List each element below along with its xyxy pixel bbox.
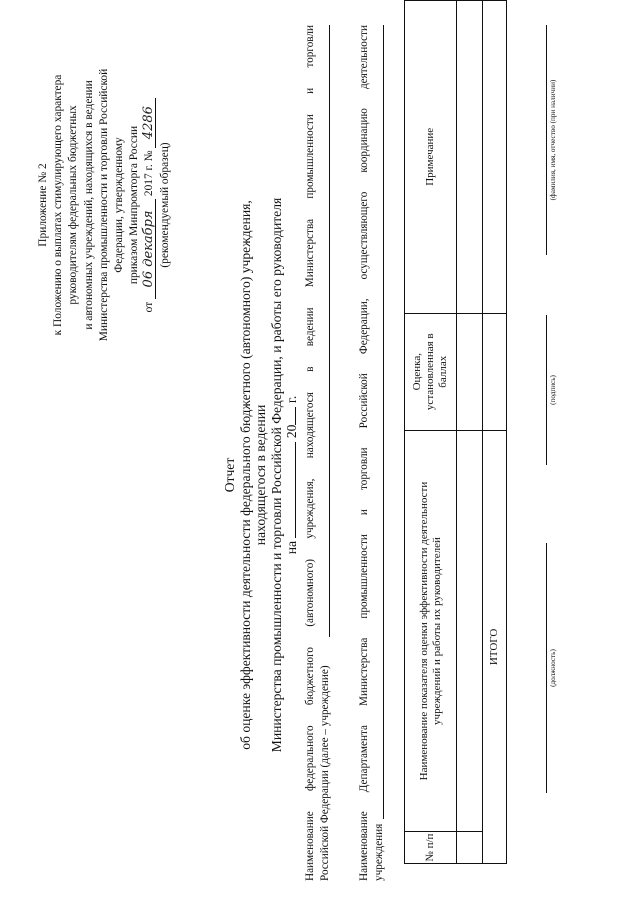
col-header-number: № п/п: [405, 832, 457, 864]
appendix-text: приказом Минпромторга России: [128, 125, 141, 285]
col-header-indicator: Наименование показателя оценки эффективности деятельности учреждений и работы их руководителей: [405, 430, 457, 831]
institution-name-label: Наименование федерального бюджетного (автономного) учреждения, находящегося в ведении Министерства промышленности и торговли: [304, 25, 316, 881]
report-subtitle: Министерства промышленности и торговли Российской Федерации, и работы его руководителя: [268, 197, 284, 753]
institution-name-blank[interactable]: [329, 25, 330, 637]
evaluation-table: [404, 0, 507, 864]
table-total-row: [483, 1, 507, 864]
appendix-text: к Положению о выплатах стимулирующего характера: [52, 74, 65, 336]
appendix-title: Приложение № 2: [37, 163, 49, 247]
table-cell[interactable]: [457, 1, 483, 314]
report-heading: Отчет: [222, 457, 237, 493]
appendix-block: [36, 25, 173, 385]
col-header-note: Примечание: [405, 1, 457, 314]
position-line[interactable]: [546, 543, 547, 793]
report-title: [222, 195, 300, 755]
appendix-text: и автономных учреждений, находящихся в ведении: [82, 80, 95, 330]
appendix-text: руководителям федеральных бюджетных: [67, 105, 80, 305]
signature-line[interactable]: [546, 315, 547, 465]
total-label: ИТОГО: [483, 430, 507, 863]
appendix-text: Федерации, утвержденному: [113, 137, 126, 273]
full-name-line[interactable]: [546, 25, 547, 255]
table-header-row: [405, 1, 457, 864]
report-period: на 20 г.: [284, 395, 300, 555]
appendix-text: Министерства промышленности и торговли Российской: [97, 68, 110, 342]
full-name-caption: (фамилия, имя, отчество (при наличии): [549, 79, 557, 201]
sample-note: (рекомендуемый образец): [158, 142, 171, 268]
report-subtitle: об оценке эффективности деятельности федерального бюджетного (автономного) учреждения, находящегося в ведении: [237, 200, 269, 750]
handwritten-date: 06 декабря: [143, 199, 156, 299]
position-caption: (должность): [549, 649, 557, 687]
institution-name-label-cont: Российской Федерации (далее – учреждение): [319, 665, 331, 881]
year-blank[interactable]: [284, 407, 296, 425]
handwritten-number: 4286: [143, 98, 156, 148]
table-cell[interactable]: [457, 430, 483, 831]
table-cell[interactable]: [457, 832, 483, 864]
department-name-label: Наименование Департамента Министерства промышленности и торговли Российской Федерации, осуществляющего координацию деятельности: [358, 25, 370, 881]
period-blank[interactable]: [284, 442, 296, 538]
total-score-cell[interactable]: [483, 313, 507, 430]
table-row: [457, 1, 483, 864]
order-date-line: от 06 декабря 2017 г. № 4286: [142, 25, 157, 385]
total-note-cell[interactable]: [483, 1, 507, 314]
col-header-score: Оценка, установленная в баллах: [405, 313, 457, 430]
department-name-blank[interactable]: [383, 25, 384, 819]
signature-caption: (подпись): [549, 375, 557, 405]
table-cell[interactable]: [457, 313, 483, 430]
department-name-label-cont: учреждения: [373, 823, 385, 881]
